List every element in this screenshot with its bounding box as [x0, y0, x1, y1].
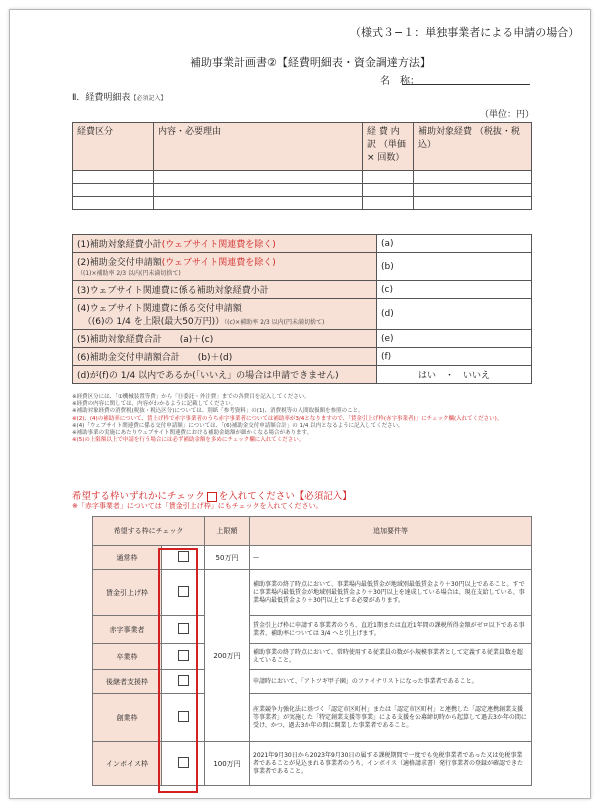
frame-desc: 2021年9月30日から2023年9月30日の属する課税期間で一度でも免税事業者であった又は免税事業者であることが見込まれる事業者のうち、インボイス（適格請求書）発行事業者の登録が確認できた事業者であること。 [250, 742, 532, 786]
summary-value[interactable]: (f) [377, 348, 532, 366]
frame-desc: 申請時において、「アトツギ甲子園」のファイナリストになった事業者であること。 [250, 670, 532, 694]
summary-label: (3)ウェブサイト関連費に係る補助対象経費小計 [73, 281, 377, 299]
summary-small-note: （(c)×補助率 2/3 以内(円未満切捨て) [224, 319, 325, 326]
summary-label: (6)補助金交付申請額合計 (b)＋(d) [73, 348, 377, 366]
required-tag: 【必須記入】 [130, 95, 167, 102]
table-cell[interactable] [414, 171, 532, 184]
frame-name: 賃金引上げ枠 [93, 570, 162, 616]
table-row [73, 184, 532, 197]
summary-label: (5)補助対象経費合計 (a)＋(c) [73, 330, 377, 348]
note-line: ※(2)、(4)の補助率について、賃上げ枠で赤字事業者のうち赤字事業者については補助率が3/4となりますので、「賃金引上げ枠(赤字事業者)」にチェック欄(入れてください)。 [72, 415, 503, 422]
expense-table [72, 122, 532, 210]
check-heading [72, 488, 352, 502]
col-requirements: 追加要件等 [250, 517, 532, 546]
note-line: ※経費の内容に関しては、内容がわかるように記載してください。 [72, 401, 237, 408]
summary-text: (1)補助対象経費小計 [77, 240, 162, 250]
check-heading-text: 希望する枠いずれかにチェック [72, 491, 205, 502]
summary-label [73, 235, 377, 253]
summary-row [73, 235, 532, 253]
summary-table [72, 234, 532, 384]
frame-name: 後継者支援枠 [93, 670, 162, 694]
table-cell[interactable] [154, 184, 363, 197]
summary-row [73, 281, 532, 299]
frame-limit: 100万円 [205, 742, 250, 786]
table-cell[interactable] [73, 171, 154, 184]
summary-row [73, 348, 532, 366]
table-row [73, 171, 532, 184]
summary-value[interactable]: (e) [377, 330, 532, 348]
section-title-text: Ⅱ．経費明細表 [72, 93, 131, 103]
table-cell[interactable] [154, 197, 363, 210]
frame-limit: 50万円 [205, 546, 250, 570]
checkbox-highlight-frame [158, 548, 198, 793]
frame-limit: 200万円 [205, 570, 250, 742]
frame-desc: 補助事業の終了時点において、事業場内最低賃金が地域別最低賃金より＋30円以上であること。すでに事業場内最低賃金が地域別最低賃金より＋30円以上を達成している場合は、現在支給している、事業場内最低賃金より＋30円以上とする必要があります。 [250, 570, 532, 616]
summary-value[interactable]: (d) [377, 299, 532, 330]
note-line: ※(4)「ウェブサイト関連費に係る交付申請額」については、「(6)補助金交付申請額合計」の 1/4 以内となるように記入してください。 [72, 422, 404, 429]
table-cell[interactable] [73, 184, 154, 197]
summary-label [73, 299, 377, 330]
check-subnote: ※「赤字事業者」については「賃金引上げ枠」にもチェックを入れてください。 [72, 502, 323, 510]
table-row [73, 197, 532, 210]
frame-desc: 補助事業の終了時点において、常時使用する従業員の数が小規模事業者として定義する従業員数を超えていること。 [250, 644, 532, 670]
summary-row [73, 253, 532, 281]
table-cell[interactable] [414, 184, 532, 197]
summary-value[interactable]: (c) [377, 281, 532, 299]
col-check: 希望する枠にチェック [93, 517, 205, 546]
summary-row [73, 330, 532, 348]
table-cell[interactable] [73, 197, 154, 210]
note-line: ※補助対象経費の消費税(税抜・税込区分)については、別紙「参考資料」の(1)、消費税等の人間取扱額を参照のこと。 [72, 408, 364, 415]
table-cell[interactable] [154, 171, 363, 184]
table-cell[interactable] [414, 197, 532, 210]
summary-small-note: （(1)×補助率 2/3 以内(円未満切捨て) [77, 270, 181, 277]
name-underline [402, 84, 530, 85]
notes-block [72, 394, 532, 444]
col-eligible-cost: 補助対象経費 （税抜・税込） [414, 123, 532, 171]
name-label: 名 称： [380, 76, 420, 87]
table-cell[interactable] [363, 197, 414, 210]
col-content-reason: 内容・必要理由 [154, 123, 363, 171]
table-cell[interactable] [363, 184, 414, 197]
unit-label: （単位：円） [480, 110, 535, 120]
summary-red-note: (ウェブサイト関連費を除く) [161, 240, 276, 250]
frame-name: 創業枠 [93, 694, 162, 742]
frame-name: 赤字事業者 [93, 616, 162, 644]
frame-name: インボイス枠 [93, 742, 162, 786]
col-limit: 上限額 [205, 517, 250, 546]
summary-label [73, 253, 377, 281]
check-heading-text-2: を入れてください【必須記入】 [218, 491, 352, 502]
summary-label: (d)が(f)の 1/4 以内であるか(「いいえ」の場合は申請できません) [73, 366, 377, 384]
frame-desc: — [250, 546, 532, 570]
note-line: ※(5)の上限額以上で申請を行う場合には必ず補助金額を多めにチェック欄に入れてください。 [72, 437, 305, 444]
summary-value[interactable]: (b) [377, 253, 532, 281]
col-expense-category: 経費区分 [73, 123, 154, 171]
col-breakdown: 経 費 内 訳 （単価× 回数） [363, 123, 414, 171]
frame-desc: 産業競争力強化法に基づく「認定市区町村」または「認定市区町村」と連携した「認定連携創業支援等事業者」が実施した「特定創業支援等事業」による支援を公募締切時から起算して過去3か年の間に受け、かつ、過去3か年の間に開業した事業者であること。 [250, 694, 532, 742]
document-title: 補助事業計画書②【経費明細表・資金調達方法】 [190, 56, 431, 69]
summary-red-note: (ウェブサイト関連費を除く) [161, 258, 276, 268]
yes-no-choice[interactable]: はい ・ いいえ [377, 366, 532, 384]
section-title [72, 90, 166, 103]
note-line: ※補助事業の実施にあたりウェブサイト関連費における補助金総額が細かくなる場合があります。 [72, 430, 313, 437]
note-line: ※経費区分には、「①機械装置等費」から「⑪委託・外注費」までの各費目を記入してください。 [72, 394, 310, 400]
summary-row [73, 366, 532, 384]
checkbox-sample-icon [207, 492, 217, 502]
frame-desc: 賃金引上げ枠に申請する事業者のうち、直近1期または直近1年間の課税所得金額がゼロ以下である事業者、補助率については 3/4 へと引上げます。 [250, 616, 532, 644]
frame-table-header [93, 517, 532, 546]
summary-row [73, 299, 532, 330]
frame-name: 通常枠 [93, 546, 162, 570]
summary-sub-text: （(6)の 1/4 を上限(最大50万円)） [82, 317, 225, 327]
document-page [9, 9, 591, 799]
frame-name: 卒業枠 [93, 644, 162, 670]
summary-text: (2)補助金交付申請額 [77, 258, 162, 268]
form-label: （様式３−１：単独事業者による申請の場合） [350, 26, 580, 39]
summary-text: (4)ウェブサイト関連費に係る交付申請額 [77, 304, 242, 314]
table-cell[interactable] [363, 171, 414, 184]
summary-value[interactable]: (a) [377, 235, 532, 253]
